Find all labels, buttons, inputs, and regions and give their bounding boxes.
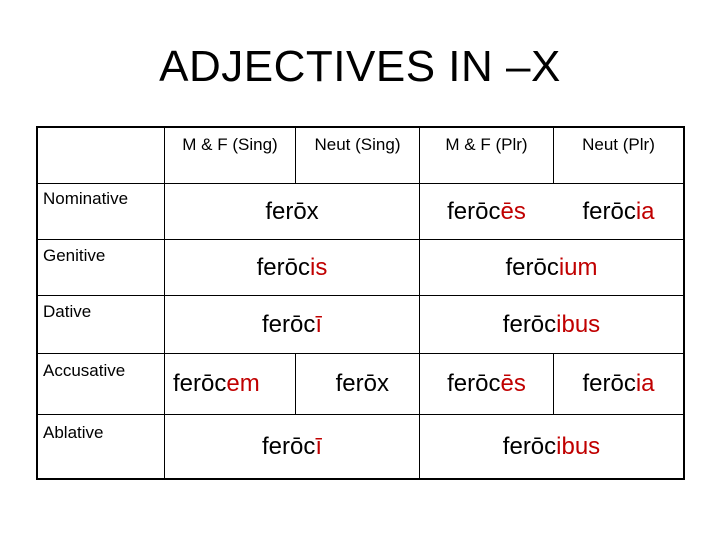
header-mf-sing: M & F (Sing) [182, 135, 278, 154]
form-ending: is [310, 253, 328, 281]
form-genitive-singular [165, 240, 419, 295]
form-nominative-singular [165, 184, 419, 239]
form-ablative-singular [165, 415, 419, 478]
row-label-genitive: Genitive [43, 246, 106, 265]
header-neut-plr: Neut (Plr) [582, 135, 655, 154]
header-mf-plr: M & F (Plr) [445, 135, 528, 154]
form-stem: ferōx [265, 197, 319, 225]
form-accusative-mf-singular [165, 354, 295, 414]
page-title: ADJECTIVES IN –X [159, 42, 561, 91]
row-label-ablative: Ablative [43, 423, 104, 442]
form-stem: ferōc [502, 310, 557, 338]
row-label-nominative: Nominative [43, 189, 129, 208]
form-accusative-mf-plural [420, 354, 553, 414]
form-stem: ferōc [447, 370, 501, 397]
form-ending: ia [635, 370, 655, 397]
form-stem: ferōc [261, 432, 316, 460]
form-nominative-mf-plural [420, 184, 553, 239]
form-stem: ferōc [505, 253, 559, 281]
table-border-right [683, 126, 685, 480]
form-ending: ī [315, 432, 323, 460]
form-ending: ēs [500, 197, 526, 225]
form-ending: ium [558, 253, 598, 281]
form-ending: ēs [500, 370, 526, 397]
form-genitive-plural [420, 240, 683, 295]
form-dative-plural [420, 296, 683, 353]
form-stem: ferōc [256, 253, 310, 281]
form-ending: ī [315, 310, 323, 338]
form-stem: ferōc [261, 310, 316, 338]
form-stem: ferōc [502, 432, 557, 460]
form-stem: ferōc [173, 370, 227, 397]
table-border-left [36, 126, 38, 480]
form-stem: ferōx [335, 370, 389, 397]
table-border-bottom [36, 478, 685, 480]
form-accusative-neut-plural [554, 354, 683, 414]
form-stem: ferōc [582, 197, 636, 225]
form-ending: ibus [556, 310, 601, 338]
header-neut-sing: Neut (Sing) [314, 135, 401, 154]
table-border-top [36, 126, 685, 128]
form-ending: ia [635, 197, 655, 225]
form-ablative-plural [420, 415, 683, 478]
form-stem: ferōc [582, 370, 636, 397]
form-dative-singular [165, 296, 419, 353]
form-ending: em [226, 370, 260, 397]
form-nominative-neut-plural [554, 184, 683, 239]
form-ending: ibus [556, 432, 601, 460]
form-accusative-neut-singular [296, 354, 419, 414]
row-label-dative: Dative [43, 302, 92, 321]
row-label-accusative: Accusative [43, 361, 126, 380]
form-stem: ferōc [447, 197, 501, 225]
